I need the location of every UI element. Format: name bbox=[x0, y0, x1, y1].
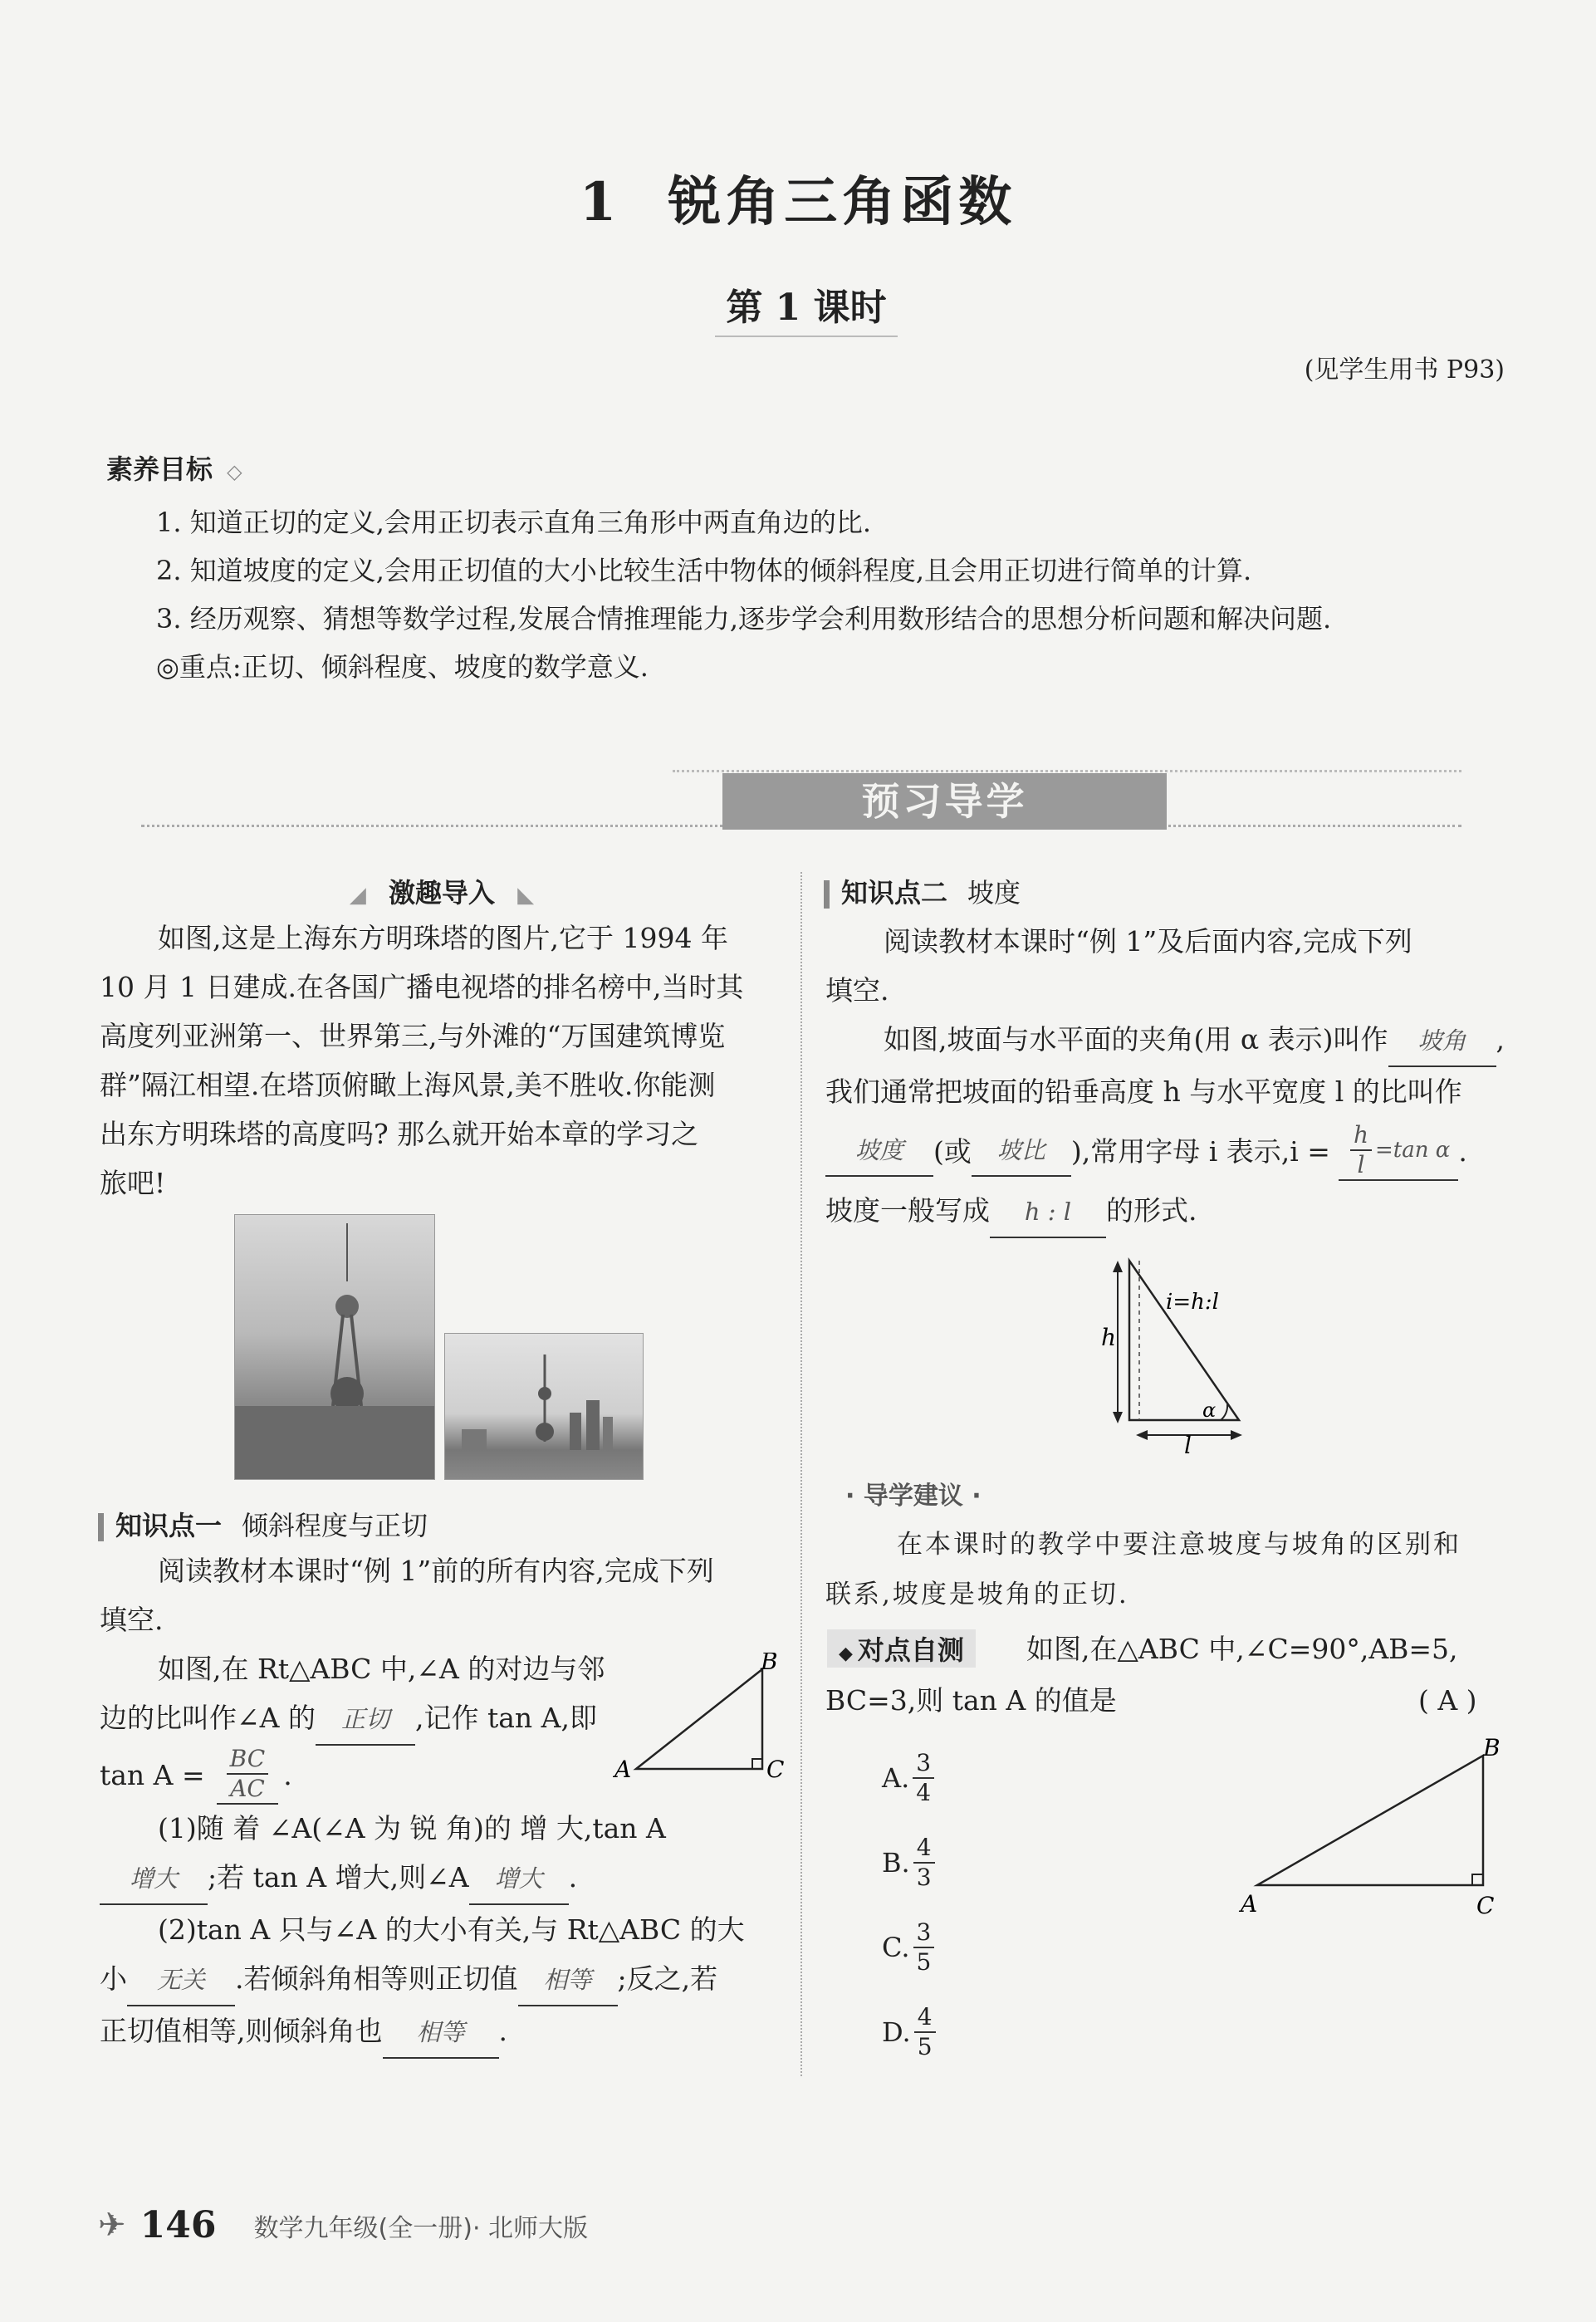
frac-numerator: 3 bbox=[913, 1749, 934, 1779]
k2-form-text: 的形式. bbox=[1106, 1194, 1197, 1227]
triangle-shape bbox=[636, 1669, 762, 1769]
page-footer bbox=[98, 2204, 588, 2246]
frac-denominator: AC bbox=[230, 1775, 265, 1802]
k2-content bbox=[825, 917, 1515, 1238]
arrow-head bbox=[1136, 1430, 1148, 1440]
check-heading-text: 对点自测 bbox=[857, 1634, 964, 1666]
k2-def-line bbox=[825, 1015, 1515, 1067]
k1-triangle-diagram bbox=[613, 1653, 796, 1786]
answer-blank: 相等 bbox=[383, 2008, 499, 2059]
label-alpha: α bbox=[1202, 1399, 1217, 1422]
k1-read-line: 阅读教材本课时“例 1”前的所有内容,完成下列 bbox=[158, 1555, 714, 1587]
intro-heading bbox=[309, 872, 575, 910]
tan-label: tan A = bbox=[100, 1758, 205, 1791]
answer-blank: 增大 bbox=[100, 1854, 208, 1905]
frac-numerator: 4 bbox=[914, 2003, 936, 2033]
option-label: C. bbox=[882, 1932, 910, 1963]
diamond-icon: ◆ bbox=[839, 1644, 853, 1664]
check-question-line: BC=3,则 tan A 的值是 bbox=[825, 1684, 1117, 1717]
check-heading bbox=[827, 1629, 976, 1668]
k1-q1-line: 增大 ;若 tan A 增大,则∠A 增大 . bbox=[100, 1853, 789, 1905]
tower-photo-large bbox=[234, 1214, 435, 1480]
goals-heading-text: 素养目标 bbox=[106, 453, 213, 485]
frac-denominator: 3 bbox=[916, 1864, 932, 1891]
k2-def-text: ),常用字母 i 表示,i = bbox=[1070, 1134, 1330, 1168]
goal-item: 1. 知道正切的定义,会用正切表示直角三角形中两直角边的比. bbox=[156, 507, 872, 538]
label-h: h bbox=[1101, 1324, 1117, 1351]
paper-plane-icon: ✈ bbox=[98, 2206, 126, 2245]
k1-heading-label: 知识点一 bbox=[115, 1510, 223, 1541]
k2-def-line: 我们通常把坡面的铅垂高度 h 与水平宽度 l 的比叫作 bbox=[825, 1075, 1462, 1108]
slope-triangle bbox=[1129, 1261, 1239, 1420]
check-answer: ( A ) bbox=[1418, 1684, 1477, 1717]
option-list bbox=[882, 1736, 939, 2075]
k2-read-line: 阅读教材本课时“例 1”及后面内容,完成下列 bbox=[884, 925, 1412, 958]
option-fraction bbox=[913, 1918, 935, 1977]
right-angle-mark bbox=[1472, 1874, 1483, 1885]
skyline-silhouette bbox=[445, 1334, 643, 1479]
frac-denominator: 4 bbox=[916, 1779, 932, 1806]
diamond-icon: ◇ bbox=[227, 459, 242, 483]
option-label: B. bbox=[882, 1847, 910, 1879]
slope-fraction bbox=[1350, 1121, 1372, 1179]
answer-blank: 无关 bbox=[127, 1956, 235, 2006]
k1-def-line: 如图,在 Rt△ABC 中,∠A 的对边与邻 bbox=[158, 1653, 605, 1685]
k1-def-text: ,记作 tan A,即 bbox=[414, 1702, 597, 1734]
k2-def-text: 如图,坡面与水平面的夹角(用 α 表示)叫作 bbox=[884, 1023, 1388, 1056]
vertex-label-C: C bbox=[766, 1756, 785, 1783]
goals-heading bbox=[106, 448, 242, 487]
vertex-label-C: C bbox=[1476, 1892, 1495, 1919]
advice-line: 在本课时的教学中要注意坡度与坡角的区别和 bbox=[897, 1530, 1461, 1560]
period: . bbox=[283, 1758, 292, 1791]
answer-blank: 坡度 bbox=[825, 1126, 933, 1177]
k2-def-text: (或 bbox=[933, 1134, 972, 1168]
slope-diagram bbox=[1080, 1254, 1279, 1453]
label-i: i=h:l bbox=[1166, 1290, 1219, 1315]
k1-q2-text: 小 bbox=[100, 1962, 127, 1995]
book-title: 数学九年级(全一册)· 北师大版 bbox=[253, 2213, 589, 2243]
advice-line: 联系,坡度是坡角的正切. bbox=[825, 1580, 1129, 1609]
k1-q2-text: ;反之,若 bbox=[617, 1962, 718, 1995]
intro-line: 10 月 1 日建成.在各国广播电视塔的排名榜中,当时其 bbox=[100, 971, 744, 1003]
lesson-title: 第 1 课时 bbox=[715, 277, 898, 337]
option-A[interactable] bbox=[882, 1736, 939, 1820]
answer-blank: 坡角 bbox=[1388, 1016, 1496, 1067]
answer-blank: 坡比 bbox=[972, 1126, 1071, 1177]
k1-q2-line: (2)tan A 只与∠A 的大小有关,与 Rt△ABC 的大 bbox=[158, 1913, 745, 1946]
tower-photo-small bbox=[444, 1333, 644, 1480]
triangle-shape bbox=[1257, 1756, 1483, 1885]
k2-form-text: 坡度一般写成 bbox=[825, 1194, 990, 1227]
arrow-head bbox=[1113, 1261, 1123, 1272]
intro-line: 如图,这是上海东方明珠塔的图片,它于 1994 年 bbox=[158, 922, 728, 954]
k1-q2-text: .若倾斜角相等则正切值 bbox=[235, 1962, 518, 1995]
banner-dotted-line bbox=[673, 770, 1461, 772]
frac-denominator: 5 bbox=[917, 2033, 933, 2060]
section-bar bbox=[824, 880, 830, 909]
goal-item: 3. 经历观察、猜想等数学过程,发展合情推理能力,逐步学会利用数形结合的思想分析问题和解决问题. bbox=[156, 603, 1332, 634]
option-D[interactable] bbox=[882, 1990, 939, 2075]
answer-blank: 增大 bbox=[469, 1854, 569, 1905]
tan-alpha: =tan α bbox=[1375, 1137, 1451, 1163]
answer-blank: h : l bbox=[990, 1188, 1106, 1238]
intro-paragraph bbox=[100, 914, 781, 1208]
reference-note: (见学生用书 P93) bbox=[1304, 355, 1505, 385]
frac-numerator: 4 bbox=[913, 1834, 935, 1864]
option-B[interactable] bbox=[882, 1820, 939, 1905]
option-fraction bbox=[913, 1834, 935, 1892]
goal-focus: ◎重点:正切、倾斜程度、坡度的数学意义. bbox=[156, 651, 649, 683]
vertex-label-A: A bbox=[1241, 1890, 1258, 1918]
k2-form-line bbox=[825, 1186, 1515, 1238]
page-number: 146 bbox=[140, 2204, 217, 2246]
k1-subheading: 倾斜程度与正切 bbox=[242, 1510, 428, 1541]
k2-heading bbox=[824, 872, 1021, 910]
option-fraction bbox=[913, 1749, 934, 1807]
chapter-title bbox=[0, 159, 1596, 236]
answer-blank: 相等 bbox=[518, 1956, 618, 2006]
k2-subheading: 坡度 bbox=[967, 877, 1021, 909]
k2-read-line: 填空. bbox=[825, 974, 889, 1007]
frac-denominator: l bbox=[1357, 1151, 1365, 1178]
check-question-line: 如图,在△ABC 中,∠C=90°,AB=5, bbox=[1026, 1633, 1458, 1665]
k1-content bbox=[100, 1546, 789, 2059]
k2-def-line: 坡度 (或 坡比 ),常用字母 i 表示,i = $\frac{h}{l}$ =tan α . bbox=[825, 1116, 1515, 1186]
k1-heading bbox=[98, 1505, 428, 1543]
k1-q2-text: 正切值相等,则倾斜角也 bbox=[100, 2015, 383, 2047]
arrow-head bbox=[1113, 1412, 1123, 1423]
vertex-label-B: B bbox=[1483, 1736, 1501, 1761]
intro-line: 旅吧! bbox=[100, 1167, 166, 1199]
angle-arc bbox=[1221, 1404, 1227, 1420]
option-fraction bbox=[914, 2003, 936, 2061]
section-banner bbox=[141, 752, 1461, 835]
vertex-label-B: B bbox=[761, 1653, 778, 1675]
tower-silhouette bbox=[235, 1215, 434, 1479]
k2-heading-label: 知识点二 bbox=[841, 877, 948, 909]
frac-numerator: BC bbox=[227, 1745, 269, 1775]
chapter-number: 1 bbox=[579, 171, 622, 233]
k1-q2-line bbox=[100, 1954, 789, 2006]
option-label: D. bbox=[882, 2016, 911, 2048]
intro-line: 出东方明珠塔的高度吗? 那么就开始本章的学习之 bbox=[100, 1118, 699, 1150]
section-bar bbox=[98, 1513, 104, 1541]
goal-item: 2. 知道坡度的定义,会用正切值的大小比较生活中物体的倾斜程度,且会用正切进行简单的计算. bbox=[156, 555, 1252, 586]
arrow-head bbox=[1231, 1430, 1242, 1440]
advice-heading: · 导学建议 · bbox=[845, 1482, 982, 1511]
answer-blank: 正切 bbox=[316, 1695, 415, 1746]
intro-heading-text: 激趣导入 bbox=[388, 877, 495, 909]
label-l: l bbox=[1184, 1432, 1192, 1453]
right-angle-mark bbox=[752, 1759, 762, 1769]
intro-line: 群”隔江相望.在塔顶俯瞰上海风景,美不胜收.你能测 bbox=[100, 1069, 716, 1101]
frac-numerator: h bbox=[1350, 1121, 1372, 1151]
k1-def-text: 边的比叫作∠A 的 bbox=[100, 1702, 316, 1734]
triangle-decor-icon: ◢ bbox=[349, 883, 366, 908]
chapter-name: 锐角三角函数 bbox=[668, 171, 1017, 233]
option-label: A. bbox=[882, 1762, 910, 1794]
check-triangle-diagram bbox=[1234, 1736, 1516, 1927]
k1-q2-line: 正切值相等,则倾斜角也 相等 . bbox=[100, 2006, 789, 2059]
tan-fraction bbox=[227, 1745, 269, 1803]
triangle-decor-icon: ◣ bbox=[517, 883, 535, 908]
k1-read-line: 填空. bbox=[100, 1604, 164, 1636]
k1-q1-text: ;若 tan A 增大,则∠A bbox=[208, 1861, 469, 1893]
column-divider bbox=[800, 872, 802, 2076]
vertex-label-A: A bbox=[614, 1756, 632, 1783]
advice-text bbox=[825, 1520, 1515, 1619]
comma: , bbox=[1496, 1023, 1505, 1056]
intro-line: 高度列亚洲第一、世界第三,与外滩的“万国建筑博览 bbox=[100, 1020, 726, 1052]
frac-denominator: 5 bbox=[916, 1948, 932, 1976]
slope-formula-blank bbox=[1339, 1121, 1458, 1181]
frac-numerator: 3 bbox=[913, 1918, 935, 1948]
banner-label: 预习导学 bbox=[722, 773, 1167, 830]
k1-q1-line: (1)随 着 ∠A(∠A 为 锐 角)的 增 大,tan A bbox=[158, 1812, 666, 1844]
option-C[interactable] bbox=[882, 1905, 939, 1990]
